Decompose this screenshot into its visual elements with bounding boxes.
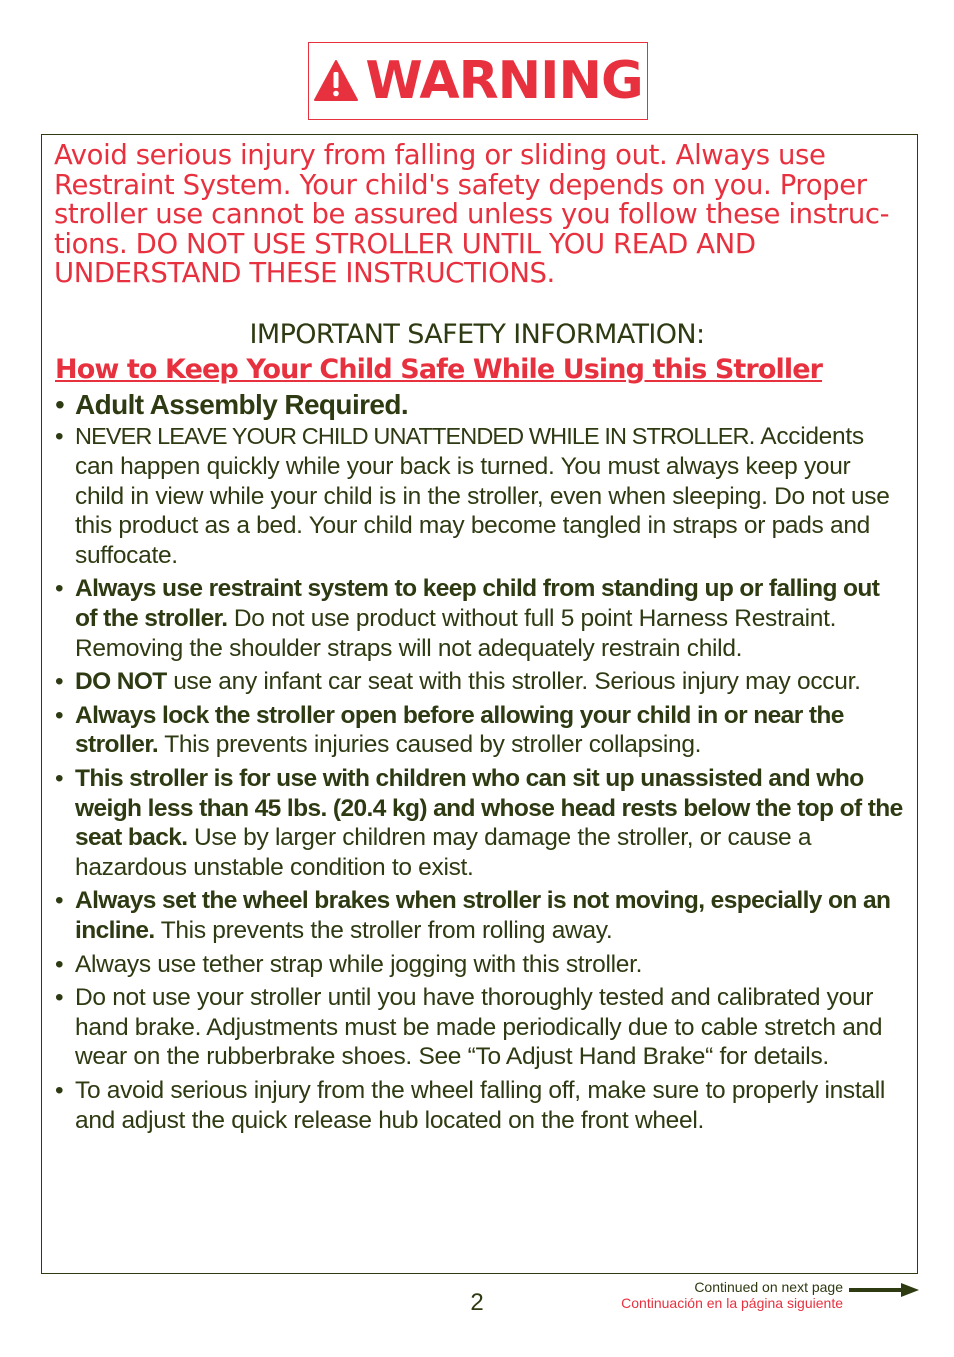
safety-heading: IMPORTANT SAFETY INFORMATION:: [249, 319, 705, 350]
bullet-text: To avoid serious injury from the wheel falling off, make sure to properly install and adjust the quick release hub located on the front wheel.: [75, 1076, 886, 1134]
bullet-text: Do not use product without full 5 point Harness Restraint. Removing the shoulder straps will not adequately restrain child.: [75, 605, 837, 663]
warning-title: WARNING: [365, 51, 643, 111]
bullet-text: Use by larger children may damage the stroller, or cause a hazardous unstable condition to exist.: [75, 824, 812, 882]
list-item: [55, 1076, 905, 1136]
bullet-lead: Always use restraint system to keep child from standing up or falling out of the stroller.: [75, 575, 880, 633]
list-item: [55, 886, 905, 946]
list-item: [55, 389, 905, 421]
bullet-text: This prevents injuries caused by stroller collapsing.: [158, 731, 702, 759]
page-number: 2: [470, 1289, 484, 1316]
bullet-lead: NEVER LEAVE YOUR CHILD UNATTENDED WHILE IN STROLLER: [75, 423, 749, 449]
continued-note: [621, 1280, 843, 1311]
warning-banner: [308, 42, 648, 120]
list-item: [55, 701, 905, 761]
continued-spanish: Continuación en la página siguiente: [621, 1294, 843, 1311]
continued-english: Continued on next page: [694, 1279, 843, 1295]
warning-triangle-icon: [313, 59, 359, 103]
bullet-lead: Always lock the stroller open before allowing your child in or near the stroller.: [75, 701, 844, 759]
list-item: [55, 764, 905, 883]
subheading: How to Keep Your Child Safe While Using this Stroller: [55, 354, 823, 385]
list-item: [55, 667, 905, 697]
bullet-text: Do not use your stroller until you have thoroughly tested and calibrated your hand brake. Adjustments must be made periodically due to cable stretch and wear on the rubberbrake shoes. See “To Adjust Hand Brake“ for details.: [75, 983, 883, 1071]
list-item: [55, 950, 905, 980]
bullet-lead: Adult Assembly Required.: [75, 389, 409, 420]
arrow-right-icon: [849, 1283, 919, 1297]
bullet-text: Always use tether strap while jogging with this stroller.: [75, 950, 643, 978]
bullet-lead: Always set the wheel brakes when stroller is not moving, especially on an incline.: [75, 887, 891, 945]
safety-bullet-list: [55, 389, 905, 1139]
intro-warning-text: Avoid serious injury from falling or sliding out. Always use Restraint System. Your child's safety depends on you. Proper stroller use cannot be assured unless you follow these instruc-tions. DO NOT USE STROLLER UNTIL YOU READ AND UNDERSTAND THESE INSTRUCTIONS.: [54, 139, 890, 290]
bullet-text: use any infant car seat with this stroller. Serious injury may occur.: [166, 668, 861, 696]
bullet-text: This prevents the stroller from rolling away.: [154, 917, 613, 945]
list-item: [55, 574, 905, 663]
list-item: [55, 422, 905, 571]
bullet-lead: This stroller is for use with children who can sit up unassisted and who weigh less than 45 lbs. (20.4 kg) and whose head rests below the top of the seat back.: [75, 764, 903, 852]
bullet-lead: DO NOT: [75, 668, 167, 696]
list-item: [55, 983, 905, 1072]
bullet-text: . Accidents can happen quickly while your back is turned. You must always keep your child in view while your child is in the stroller, even when sleeping. Do not use this product as a bed. Your child may become tangled in straps or pads and suffocate.: [75, 423, 890, 570]
